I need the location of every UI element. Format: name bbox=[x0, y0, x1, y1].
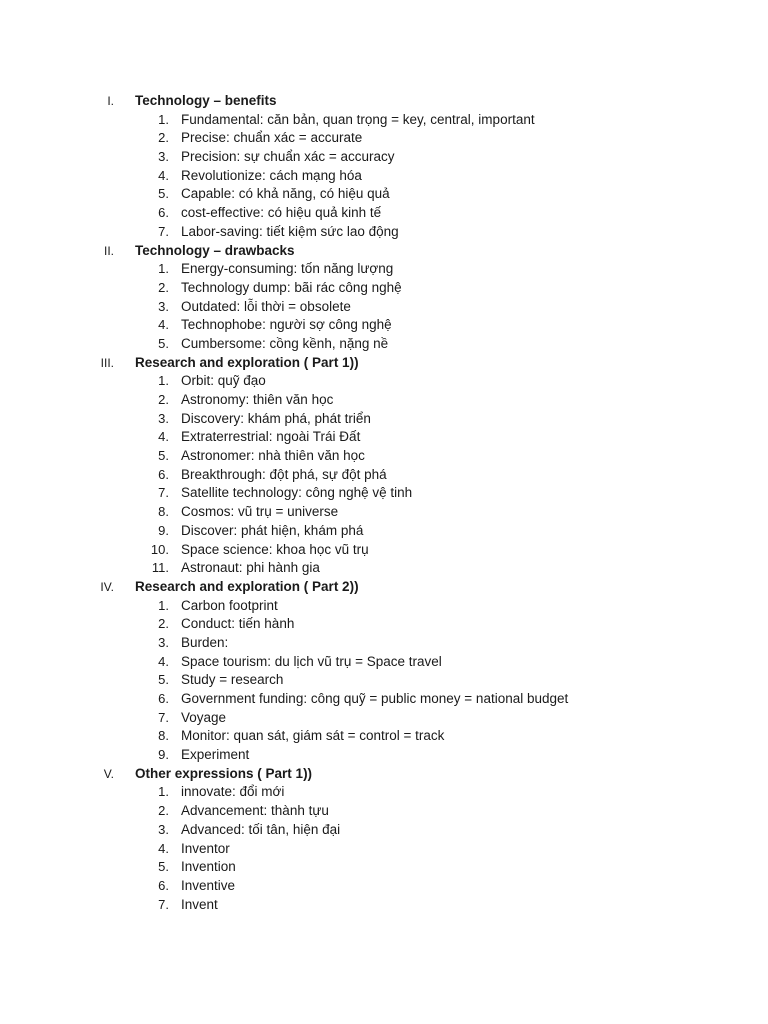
list-item-text: Experiment bbox=[181, 747, 250, 763]
list-item-text: Satellite technology: công nghệ vệ tinh bbox=[181, 485, 413, 501]
list-item-number: 1. bbox=[158, 784, 169, 800]
list-item-text: Space tourism: du lịch vũ trụ = Space travel bbox=[181, 653, 442, 669]
section-title: Research and exploration ( Part 1)) bbox=[135, 354, 359, 370]
list-item-number: 1. bbox=[158, 111, 169, 127]
section-item-list bbox=[0, 111, 768, 242]
section-heading bbox=[0, 242, 768, 261]
list-item-number: 5. bbox=[158, 859, 169, 875]
section-number: I. bbox=[107, 94, 114, 108]
list-item-text: Precision: sự chuẩn xác = accuracy bbox=[181, 149, 395, 165]
outline-section bbox=[0, 354, 768, 578]
list-item-number: 5. bbox=[158, 186, 169, 202]
list-item bbox=[0, 204, 768, 223]
list-item-text: Technology dump: bãi rác công nghệ bbox=[181, 279, 402, 295]
list-item bbox=[0, 522, 768, 541]
list-item bbox=[0, 783, 768, 802]
outline-section bbox=[0, 578, 768, 765]
list-item bbox=[0, 615, 768, 634]
section-title: Technology – drawbacks bbox=[135, 242, 295, 258]
list-item bbox=[0, 484, 768, 503]
list-item-text: Breakthrough: đột phá, sự đột phá bbox=[181, 466, 387, 482]
list-item bbox=[0, 653, 768, 672]
list-item-text: Invention bbox=[181, 859, 236, 875]
list-item bbox=[0, 372, 768, 391]
list-item-text: Technophobe: người sợ công nghệ bbox=[181, 317, 392, 333]
section-item-list bbox=[0, 260, 768, 353]
section-number: III. bbox=[100, 355, 114, 370]
list-item-text: Monitor: quan sát, giám sát = control = track bbox=[181, 728, 445, 744]
section-heading bbox=[0, 578, 768, 597]
list-item-number: 7. bbox=[158, 223, 169, 239]
list-item-number: 6. bbox=[158, 466, 169, 482]
list-item-text: Capable: có khả năng, có hiệu quả bbox=[181, 186, 390, 202]
outline-section bbox=[0, 765, 768, 915]
list-item-text: Astronomer: nhà thiên văn học bbox=[181, 448, 365, 464]
list-item-number: 9. bbox=[158, 747, 169, 763]
list-item-number: 2. bbox=[158, 392, 169, 407]
list-item-number: 6. bbox=[158, 877, 169, 893]
list-item-number: 8. bbox=[158, 728, 169, 744]
outline-section bbox=[0, 92, 768, 242]
section-item-list bbox=[0, 783, 768, 914]
list-item bbox=[0, 746, 768, 765]
list-item bbox=[0, 634, 768, 653]
list-item-number: 2. bbox=[158, 803, 169, 819]
list-item bbox=[0, 410, 768, 429]
list-item-text: Advanced: tối tân, hiện đại bbox=[181, 821, 341, 837]
list-item bbox=[0, 821, 768, 840]
list-item-number: 3. bbox=[158, 410, 169, 426]
list-item bbox=[0, 335, 768, 354]
list-item-number: 10. bbox=[150, 541, 169, 557]
list-item-number: 1. bbox=[158, 597, 169, 613]
list-item-text: Astronomy: thiên văn học bbox=[181, 392, 334, 407]
section-heading bbox=[0, 765, 768, 784]
list-item bbox=[0, 802, 768, 821]
section-heading bbox=[0, 354, 768, 373]
list-item-text: Advancement: thành tựu bbox=[181, 803, 329, 819]
list-item-text: Fundamental: căn bản, quan trọng = key, central, important bbox=[181, 111, 535, 127]
list-item-text: Cumbersome: cồng kềnh, nặng nề bbox=[181, 335, 389, 351]
list-item bbox=[0, 877, 768, 896]
list-item-text: Energy-consuming: tốn năng lượng bbox=[181, 261, 394, 277]
section-number: IV. bbox=[100, 579, 114, 594]
list-item bbox=[0, 671, 768, 690]
list-item-number: 5. bbox=[158, 448, 169, 464]
section-item-list bbox=[0, 597, 768, 765]
list-item-number: 4. bbox=[158, 429, 169, 445]
section-number: V. bbox=[103, 766, 114, 781]
list-item-text: cost-effective: có hiệu quả kinh tế bbox=[181, 205, 382, 221]
section-number: II. bbox=[103, 243, 114, 258]
list-item-number: 4. bbox=[158, 840, 169, 856]
list-item-number: 3. bbox=[158, 634, 169, 650]
list-item-number: 8. bbox=[158, 504, 169, 520]
list-item-number: 2. bbox=[158, 130, 169, 146]
list-item-number: 11. bbox=[151, 560, 169, 576]
list-item bbox=[0, 597, 768, 616]
list-item-text: Carbon footprint bbox=[181, 597, 278, 613]
list-item bbox=[0, 260, 768, 279]
list-item-text: Cosmos: vũ trụ = universe bbox=[181, 504, 339, 520]
list-item-number: 1. bbox=[158, 261, 169, 277]
list-item bbox=[0, 840, 768, 859]
list-item-text: Burden: bbox=[181, 634, 229, 650]
list-item-text: Space science: khoa học vũ trụ bbox=[181, 541, 369, 557]
list-item bbox=[0, 111, 768, 130]
list-item-text: Invent bbox=[181, 896, 218, 912]
list-item-text: Government funding: công quỹ = public money = national budget bbox=[181, 691, 569, 706]
list-item bbox=[0, 727, 768, 746]
list-item bbox=[0, 447, 768, 466]
list-item bbox=[0, 129, 768, 148]
list-item-number: 7. bbox=[158, 485, 169, 501]
list-item-number: 7. bbox=[158, 709, 169, 725]
list-item bbox=[0, 185, 768, 204]
document-body bbox=[0, 92, 768, 914]
list-item-text: Inventive bbox=[181, 877, 236, 893]
list-item-number: 2. bbox=[158, 279, 169, 295]
list-item bbox=[0, 148, 768, 167]
list-item-text: Inventor bbox=[181, 840, 230, 856]
list-item-text: Precise: chuẩn xác = accurate bbox=[181, 130, 363, 146]
list-item-number: 7. bbox=[158, 896, 169, 912]
outline-section bbox=[0, 242, 768, 354]
list-item-number: 3. bbox=[158, 149, 169, 165]
list-item-text: Revolutionize: cách mạng hóa bbox=[181, 167, 362, 183]
list-item-text: Astronaut: phi hành gia bbox=[181, 560, 320, 576]
section-title: Research and exploration ( Part 2)) bbox=[135, 578, 359, 594]
list-item-number: 4. bbox=[158, 167, 169, 183]
section-title: Other expressions ( Part 1)) bbox=[135, 765, 313, 781]
list-item-number: 5. bbox=[158, 672, 169, 688]
section-item-list bbox=[0, 372, 768, 578]
list-item-text: Study = research bbox=[181, 672, 284, 688]
list-item-text: Orbit: quỹ đạo bbox=[181, 373, 266, 389]
list-item bbox=[0, 503, 768, 522]
list-item bbox=[0, 709, 768, 728]
list-item bbox=[0, 298, 768, 317]
list-item bbox=[0, 896, 768, 915]
list-item bbox=[0, 466, 768, 485]
list-item bbox=[0, 690, 768, 709]
list-item-number: 4. bbox=[158, 653, 169, 669]
list-item-text: Labor-saving: tiết kiệm sức lao động bbox=[181, 223, 399, 239]
list-item-number: 6. bbox=[158, 205, 169, 221]
section-title: Technology – benefits bbox=[135, 93, 277, 108]
list-item-number: 5. bbox=[158, 335, 169, 351]
list-item-text: Discovery: khám phá, phát triển bbox=[181, 410, 371, 426]
list-item bbox=[0, 279, 768, 298]
list-item-text: Conduct: tiến hành bbox=[181, 616, 295, 632]
list-item-number: 9. bbox=[158, 522, 169, 538]
list-item-number: 3. bbox=[158, 821, 169, 837]
list-item-number: 6. bbox=[158, 691, 169, 706]
list-item-text: Voyage bbox=[181, 709, 227, 725]
list-item-number: 2. bbox=[158, 616, 169, 632]
list-item-number: 1. bbox=[158, 373, 169, 389]
list-item bbox=[0, 167, 768, 186]
list-item-text: innovate: đổi mới bbox=[181, 784, 285, 800]
list-item bbox=[0, 223, 768, 242]
list-item bbox=[0, 391, 768, 410]
list-item-number: 4. bbox=[158, 317, 169, 333]
list-item bbox=[0, 428, 768, 447]
list-item-text: Outdated: lỗi thời = obsolete bbox=[181, 298, 351, 314]
list-item bbox=[0, 559, 768, 578]
list-item-number: 3. bbox=[158, 298, 169, 314]
list-item bbox=[0, 316, 768, 335]
list-item bbox=[0, 858, 768, 877]
list-item bbox=[0, 541, 768, 560]
list-item-text: Extraterrestrial: ngoài Trái Đất bbox=[181, 429, 361, 445]
section-heading bbox=[0, 92, 768, 111]
list-item-text: Discover: phát hiện, khám phá bbox=[181, 522, 364, 538]
